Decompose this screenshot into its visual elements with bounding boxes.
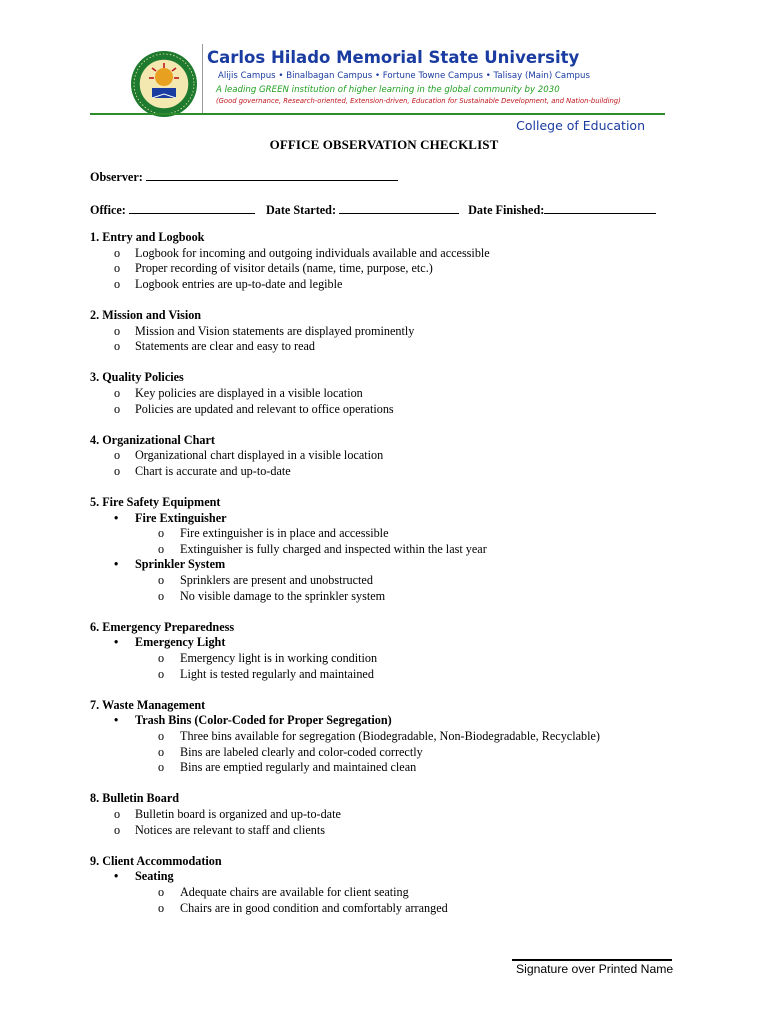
office-date-row <box>90 202 656 218</box>
checklist-section <box>90 495 710 604</box>
campus-list: Alijis Campus • Binalbagan Campus • Fortune Towne Campus • Talisay (Main) Campus <box>218 71 590 81</box>
office-label: Office: <box>90 203 126 217</box>
circle-bullet-icon: o <box>114 323 121 338</box>
date-started-field[interactable] <box>339 202 459 214</box>
checklist-item <box>90 573 710 589</box>
circle-bullet-icon: o <box>158 744 165 759</box>
checklist-item-text: Policies are updated and relevant to office operations <box>135 401 394 416</box>
checklist-section <box>90 433 710 480</box>
signature-label: Signature over Printed Name <box>516 962 674 976</box>
section-title: 7. Waste Management <box>90 697 206 712</box>
observer-row <box>90 169 398 185</box>
goals-statement: (Good governance, Research-oriented, Extension-driven, Education for Sustainable Development, and Nation-building) <box>216 97 621 105</box>
circle-bullet-icon: o <box>114 463 121 478</box>
checklist-item-text: Chairs are in good condition and comfortably arranged <box>180 900 448 915</box>
subsection-title-text: Seating <box>135 869 174 884</box>
header-divider <box>202 44 203 114</box>
checklist-item <box>90 745 710 761</box>
subsection-title <box>90 713 710 729</box>
section-title: 1. Entry and Logbook <box>90 230 205 244</box>
checklist-item-text: Bulletin board is organized and up-to-date <box>135 806 341 821</box>
checklist-item <box>90 386 710 402</box>
header-rule <box>90 113 665 115</box>
bullet-icon: • <box>114 510 119 525</box>
checklist-item-text: Statements are clear and easy to read <box>135 339 316 354</box>
checklist-item <box>90 246 710 262</box>
checklist-item <box>90 823 710 839</box>
checklist-item <box>90 402 710 418</box>
circle-bullet-icon: o <box>114 276 121 291</box>
section-title: 8. Bulletin Board <box>90 791 180 806</box>
checklist-item <box>90 261 710 277</box>
checklist-item-text: Fire extinguisher is in place and accessible <box>180 526 389 541</box>
checklist-item-text: Notices are relevant to staff and clients <box>135 822 325 837</box>
checklist-item-text: Logbook entries are up-to-date and legible <box>135 276 343 291</box>
checklist-item <box>90 448 710 464</box>
subsection-title <box>90 557 710 573</box>
circle-bullet-icon: o <box>114 806 121 821</box>
subsection-title-text: Trash Bins (Color-Coded for Proper Segregation) <box>135 713 392 728</box>
section-title: 4. Organizational Chart <box>90 432 215 447</box>
subsection-title <box>90 511 710 527</box>
circle-bullet-icon: o <box>158 900 165 915</box>
section-title: 3. Quality Policies <box>90 370 184 385</box>
checklist-item-text: Proper recording of visitor details (name, time, purpose, etc.) <box>135 261 433 276</box>
checklist-item-text: Bins are labeled clearly and color-coded correctly <box>180 744 423 759</box>
bullet-icon: • <box>114 635 119 650</box>
checklist-item-text: Mission and Vision statements are displayed prominently <box>135 323 415 338</box>
bullet-icon: • <box>114 557 119 572</box>
circle-bullet-icon: o <box>158 666 165 681</box>
circle-bullet-icon: o <box>158 884 165 899</box>
checklist-item <box>90 901 710 917</box>
date-finished-field[interactable] <box>544 202 656 214</box>
checklist-item-text: Organizational chart displayed in a visible location <box>135 448 384 463</box>
section-title: 6. Emergency Preparedness <box>90 619 235 634</box>
bullet-icon: • <box>114 869 119 884</box>
circle-bullet-icon: o <box>114 822 121 837</box>
circle-bullet-icon: o <box>114 261 121 276</box>
circle-bullet-icon: o <box>114 448 121 463</box>
checklist-item-text: Sprinklers are present and unobstructed <box>180 573 373 588</box>
circle-bullet-icon: o <box>114 401 121 416</box>
subsection-title-text: Fire Extinguisher <box>135 510 227 525</box>
university-seal-icon <box>130 50 198 118</box>
checklist <box>90 230 710 932</box>
checklist-section <box>90 230 710 292</box>
checklist-item <box>90 807 710 823</box>
checklist-item <box>90 324 710 340</box>
section-title: 9. Client Accommodation <box>90 853 222 868</box>
checklist-section <box>90 370 710 417</box>
circle-bullet-icon: o <box>114 245 121 260</box>
checklist-item-text: Bins are emptied regularly and maintained clean <box>180 760 417 775</box>
circle-bullet-icon: o <box>158 588 165 603</box>
checklist-section <box>90 854 710 916</box>
checklist-item <box>90 542 710 558</box>
subsection-title-text: Emergency Light <box>135 635 226 650</box>
college-name: College of Education <box>516 118 645 133</box>
checklist-item-text: Light is tested regularly and maintained <box>180 666 374 681</box>
checklist-item <box>90 464 710 480</box>
checklist-item <box>90 651 710 667</box>
date-started-label: Date Started: <box>265 203 337 217</box>
checklist-section <box>90 620 710 682</box>
checklist-section <box>90 308 710 355</box>
checklist-item <box>90 667 710 683</box>
university-name: Carlos Hilado Memorial State University <box>207 48 580 67</box>
subsection-title-text: Sprinkler System <box>135 557 226 572</box>
checklist-item <box>90 589 710 605</box>
checklist-item <box>90 885 710 901</box>
subsection-title <box>90 635 710 651</box>
circle-bullet-icon: o <box>158 651 165 666</box>
observer-label: Observer: <box>90 170 143 184</box>
circle-bullet-icon: o <box>158 729 165 743</box>
page-title: OFFICE OBSERVATION CHECKLIST <box>269 137 499 152</box>
checklist-item-text: Extinguisher is fully charged and inspected within the last year <box>180 541 487 556</box>
circle-bullet-icon: o <box>158 526 165 541</box>
checklist-item-text: Adequate chairs are available for client seating <box>180 884 409 899</box>
letterhead <box>90 38 665 138</box>
checklist-section <box>90 791 710 838</box>
bullet-icon: • <box>114 713 119 728</box>
checklist-item <box>90 729 710 745</box>
circle-bullet-icon: o <box>158 760 165 775</box>
checklist-item-text: Key policies are displayed in a visible location <box>135 385 363 400</box>
circle-bullet-icon: o <box>114 339 121 354</box>
vision-statement: A leading GREEN institution of higher learning in the global community by 2030 <box>216 85 560 95</box>
circle-bullet-icon: o <box>158 541 165 556</box>
circle-bullet-icon: o <box>158 573 165 588</box>
observer-field[interactable] <box>146 169 398 181</box>
signature-line[interactable] <box>512 959 672 961</box>
checklist-item <box>90 760 710 776</box>
circle-bullet-icon: o <box>114 385 121 400</box>
checklist-item <box>90 277 710 293</box>
date-finished-label: Date Finished: <box>468 203 545 217</box>
checklist-item-text: Logbook for incoming and outgoing individuals available and accessible <box>135 245 490 260</box>
subsection-title <box>90 869 710 885</box>
checklist-item-text: No visible damage to the sprinkler system <box>180 588 386 603</box>
checklist-item-text: Three bins available for segregation (Biodegradable, Non-Biodegradable, Recyclable) <box>180 729 600 743</box>
section-title: 5. Fire Safety Equipment <box>90 495 221 510</box>
section-title: 2. Mission and Vision <box>90 307 202 322</box>
checklist-section <box>90 698 710 776</box>
office-field[interactable] <box>129 202 255 214</box>
checklist-item <box>90 526 710 542</box>
checklist-item <box>90 339 710 355</box>
checklist-item-text: Emergency light is in working condition <box>180 651 378 666</box>
checklist-item-text: Chart is accurate and up-to-date <box>135 463 291 478</box>
